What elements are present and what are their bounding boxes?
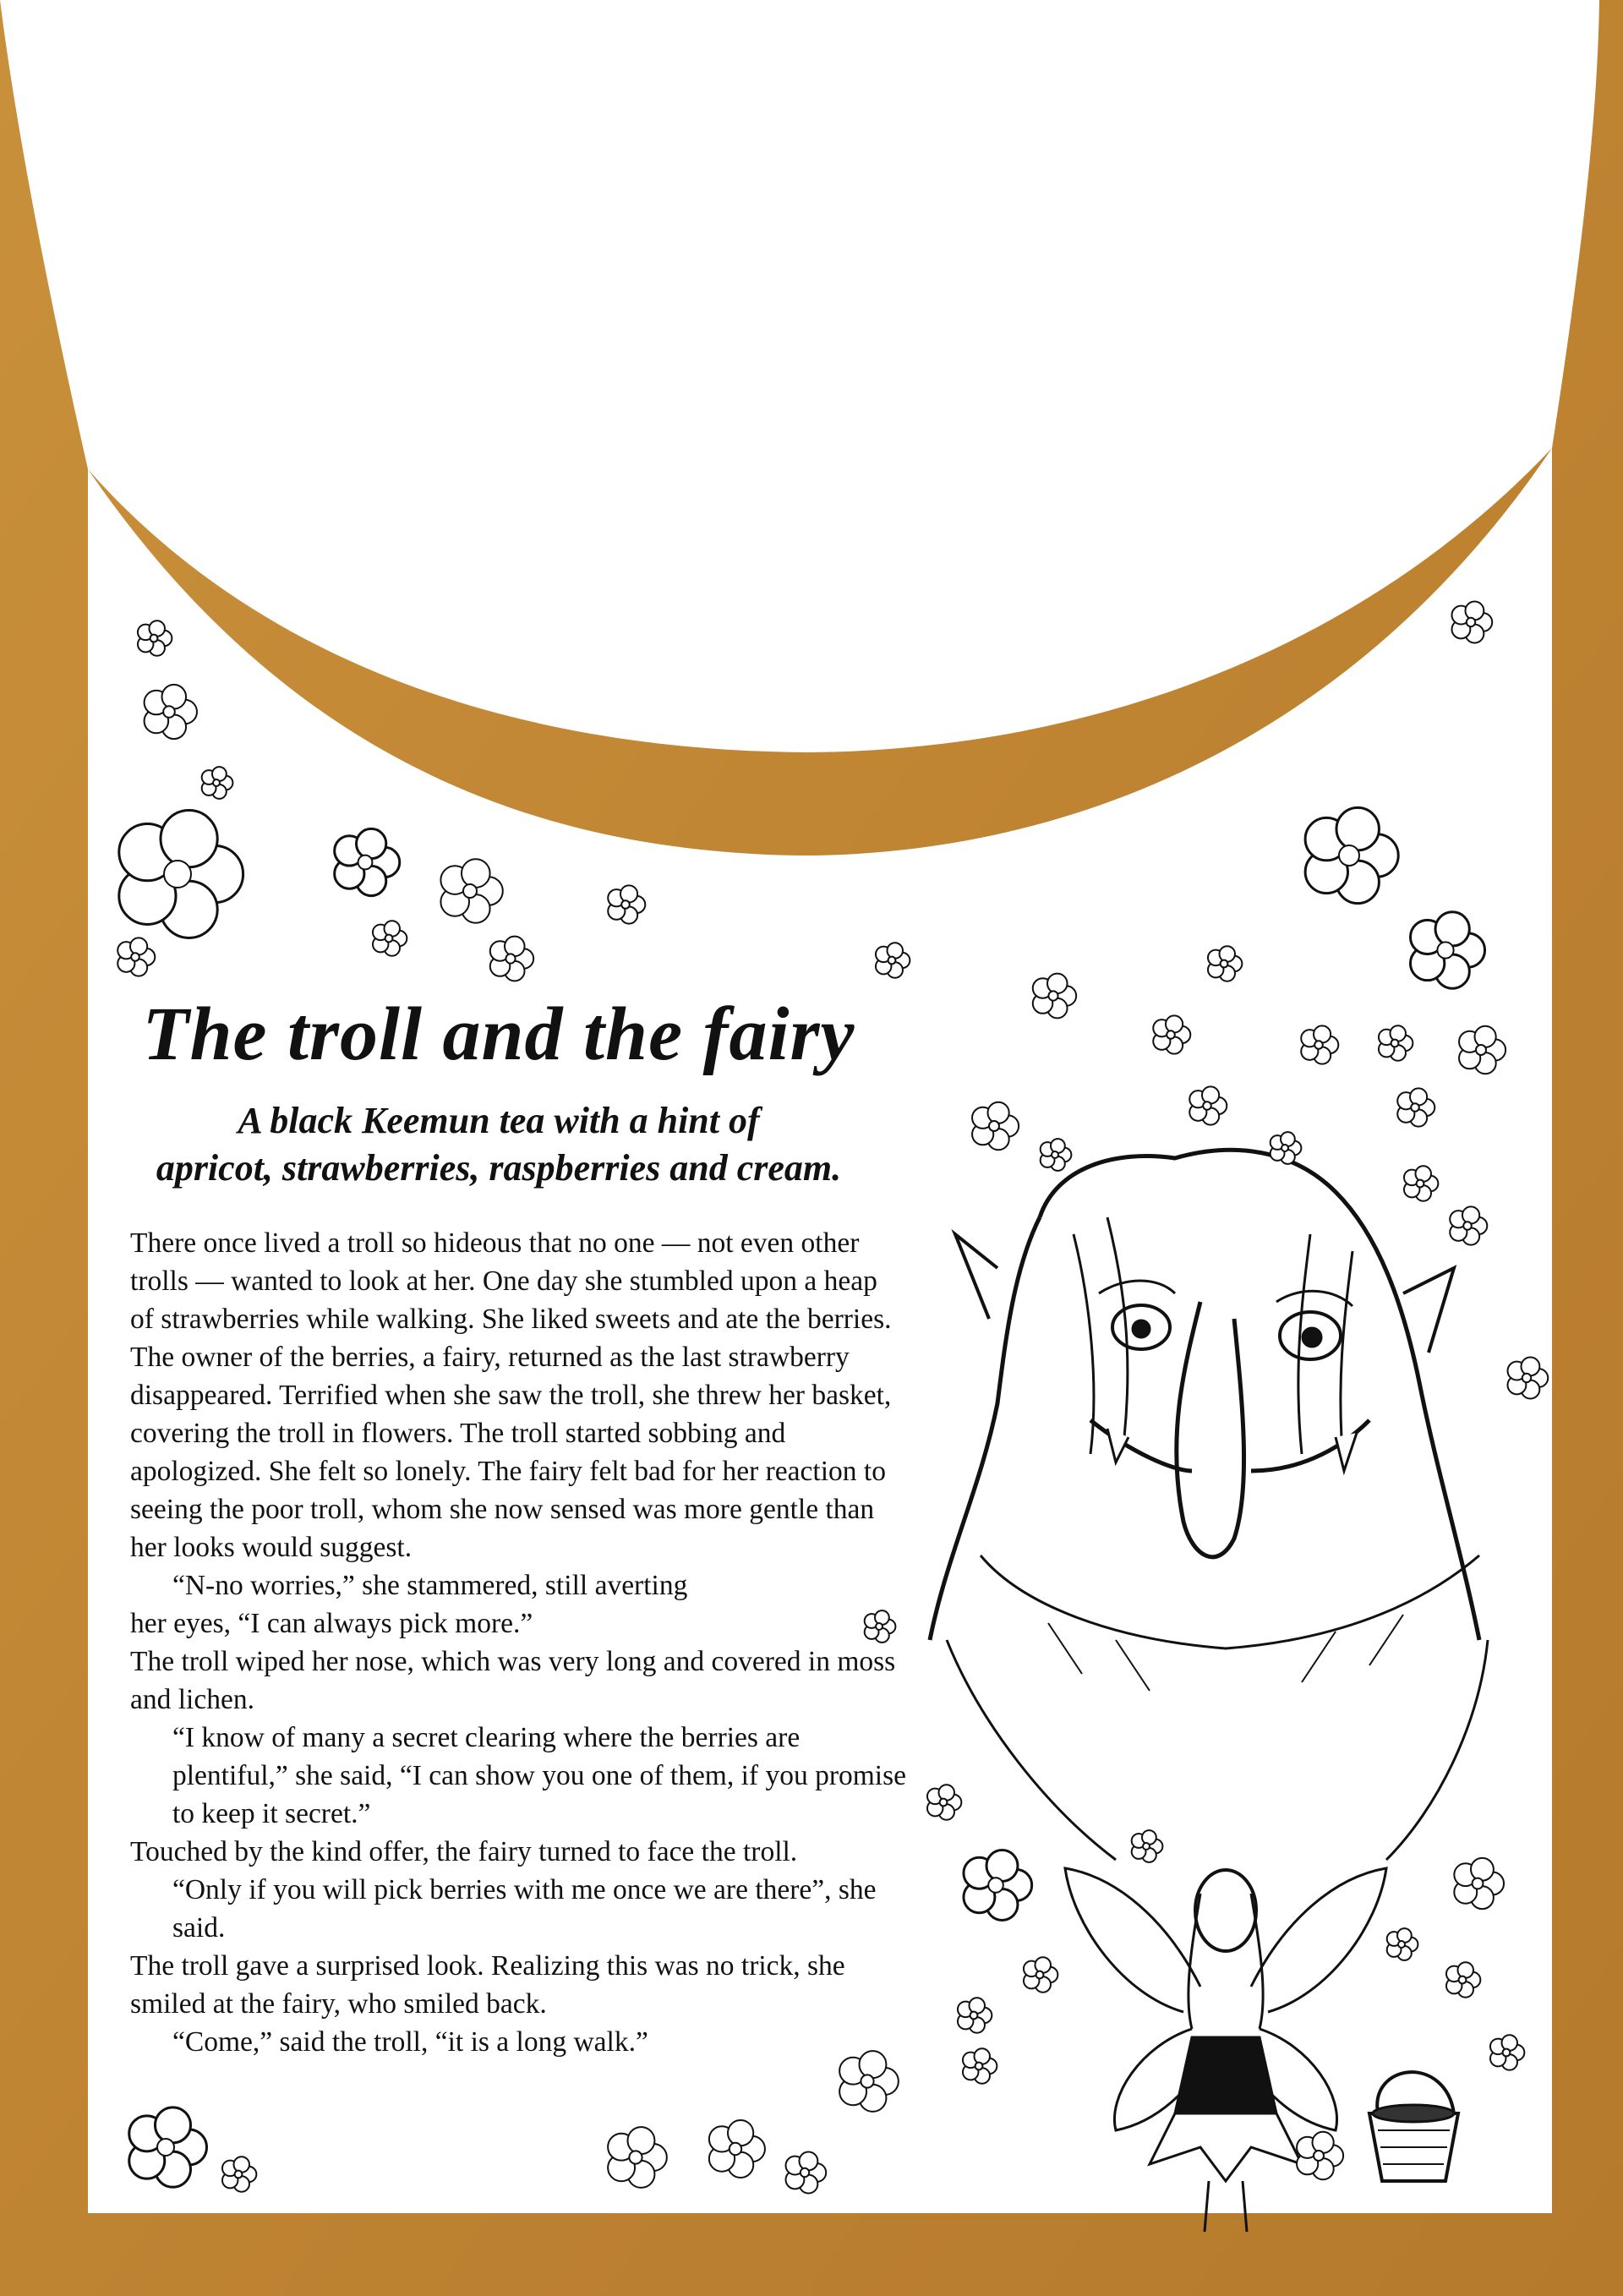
subtitle-line-1: A black Keemun tea with a hint of bbox=[238, 1100, 760, 1141]
story-paragraph: “Come,” said the troll, “it is a long walk.” bbox=[172, 2026, 648, 2058]
troll-fairy-illustration bbox=[896, 795, 1564, 2232]
page-title: The troll and the fairy bbox=[142, 992, 855, 1076]
story-paragraph: The troll wiped her nose, which was very long and covered in moss and lichen. bbox=[130, 1646, 896, 1715]
story-text bbox=[130, 1224, 908, 2061]
troll-drawing bbox=[930, 1150, 1488, 1860]
story-paragraph: Touched by the kind offer, the fairy turned to face the troll. bbox=[130, 1836, 798, 1867]
basket-drawing bbox=[1369, 2072, 1458, 2181]
story-paragraph: “N-no worries,” she stammered, still averting bbox=[172, 1570, 688, 1601]
fairy-drawing bbox=[1065, 1868, 1386, 2232]
subtitle-line-2: apricot, strawberries, raspberries and cream. bbox=[156, 1147, 842, 1189]
story-paragraph: “Only if you will pick berries with me once we are there”, she said. bbox=[172, 1874, 877, 1943]
story-paragraph: There once lived a troll so hideous that no one — not even other trolls — wanted to look at her. One day she stumbled upon a heap of strawberries while walking. She liked sweets and ate the berries. The owner of the berries, a fairy, returned as the last strawberry disappeared. Terrified when she saw the troll, she threw her basket, covering the troll in flowers. The troll started sobbing and apologized. She felt so lonely. The fairy felt bad for her reaction to seeing the poor troll, whom she now sensed was more gentle than her looks would suggest. bbox=[130, 1227, 892, 1563]
subtitle bbox=[101, 1097, 896, 1192]
story-paragraph: her eyes, “I can always pick more.” bbox=[130, 1608, 533, 1639]
story-paragraph: “I know of many a secret clearing where the berries are plentiful,” she said, “I can show you one of them, if you promise to keep it secret.” bbox=[172, 1722, 907, 1829]
story-paragraph: The troll gave a surprised look. Realizing this was no trick, she smiled at the fairy, who smiled back. bbox=[130, 1950, 845, 2020]
